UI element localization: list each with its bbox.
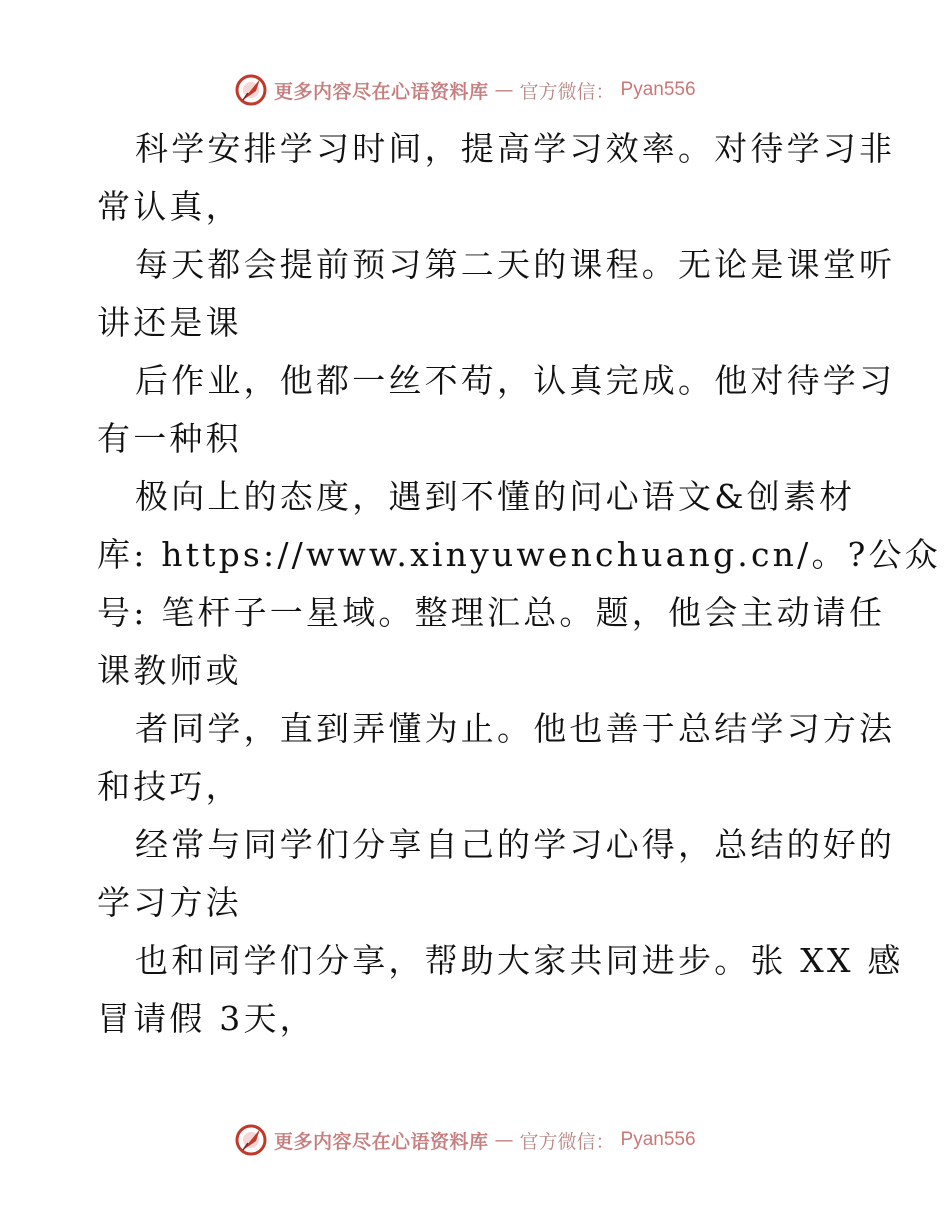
text-line: 后作业，他都一丝不苟，认真完成。他对待学习 bbox=[135, 361, 896, 400]
watermark-dash: — bbox=[494, 1129, 514, 1151]
paragraph-1 bbox=[97, 120, 896, 236]
text-line: 有一种积 bbox=[97, 419, 242, 458]
text-line: 者同学，直到弄懂为止。他也善于总结学习方法 bbox=[135, 709, 896, 748]
watermark-footer bbox=[234, 1120, 734, 1160]
text-line: 常认真， bbox=[97, 187, 242, 226]
watermark-wechat-label: 官方微信： bbox=[519, 80, 615, 103]
quill-logo-icon bbox=[234, 1123, 268, 1157]
text-line: 号: 笔杆子一星域。整理汇总。题，他会主动请任 bbox=[97, 593, 886, 632]
watermark-dash: — bbox=[494, 79, 514, 101]
text-line: 冒请假 3天， bbox=[97, 999, 316, 1038]
text-line: 和技巧， bbox=[97, 767, 242, 806]
paragraph-2 bbox=[97, 236, 896, 352]
document-body bbox=[97, 120, 941, 1048]
text-line: 科学安排学习时间，提高学习效率。对待学习非 bbox=[135, 129, 896, 168]
paragraph-7 bbox=[97, 932, 904, 1048]
watermark-text: 更多内容尽在心语资料库 bbox=[274, 80, 489, 103]
paragraph-5 bbox=[97, 700, 896, 816]
text-line: 课教师或 bbox=[97, 651, 242, 690]
watermark-wechat-label: 官方微信： bbox=[519, 1130, 615, 1153]
text-line: 学习方法 bbox=[97, 883, 242, 922]
text-line: 每天都会提前预习第二天的课程。无论是课堂听 bbox=[135, 245, 896, 284]
text-line: 讲还是课 bbox=[97, 303, 242, 342]
watermark-text: 更多内容尽在心语资料库 bbox=[274, 1130, 489, 1153]
watermark-wechat-id: Pyan556 bbox=[620, 79, 696, 100]
text-line: 经常与同学们分享自己的学习心得，总结的好的 bbox=[135, 825, 896, 864]
paragraph-4 bbox=[97, 468, 941, 700]
paragraph-6 bbox=[97, 816, 896, 932]
paragraph-3 bbox=[97, 352, 896, 468]
watermark-header bbox=[234, 70, 734, 110]
text-line: 极向上的态度，遇到不懂的问心语文&创素材 bbox=[135, 477, 856, 516]
watermark-wechat-id: Pyan556 bbox=[620, 1129, 696, 1150]
quill-logo-icon bbox=[234, 73, 268, 107]
text-line-url: 库: https://www.xinyuwenchuang.cn/。?公众 bbox=[97, 535, 941, 574]
text-line: 也和同学们分享，帮助大家共同进步。张 XX 感 bbox=[135, 941, 904, 980]
